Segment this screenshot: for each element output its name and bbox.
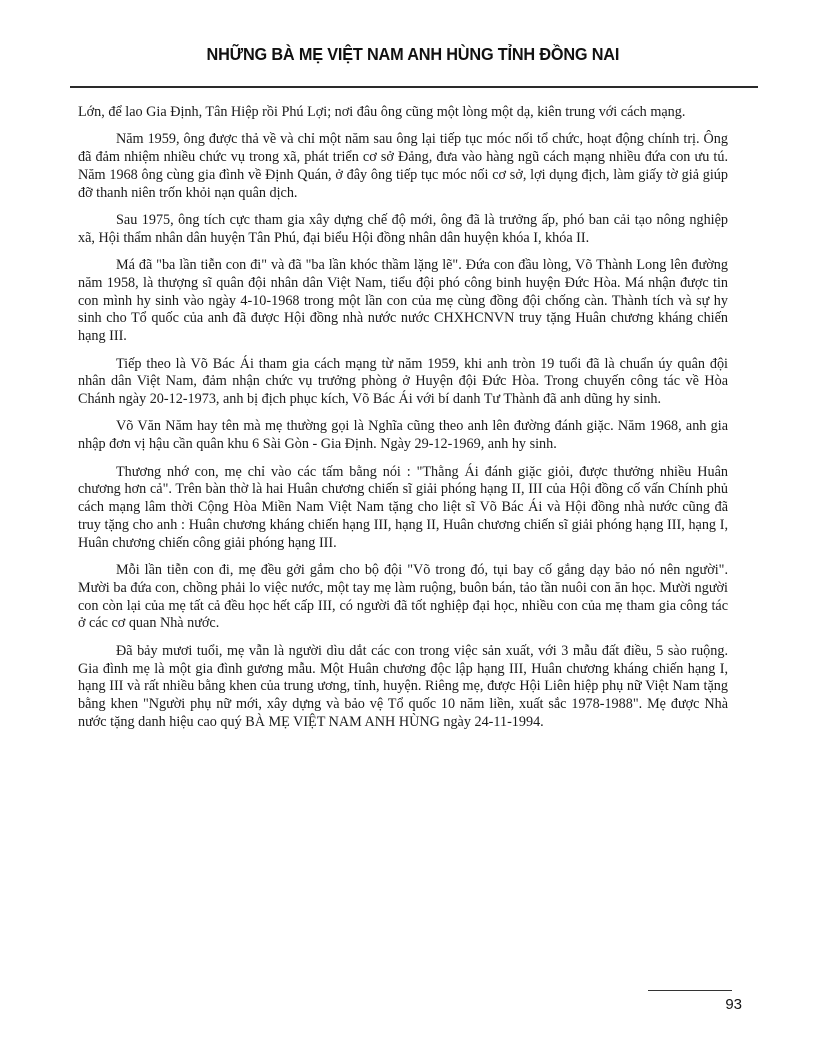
book-title: NHỮNG BÀ MẸ VIỆT NAM ANH HÙNG TỈNH ĐỒNG NAI: [206, 44, 620, 64]
paragraph-1: Lớn, để lao Gia Định, Tân Hiệp rồi Phú Lợi; nơi đâu ông cũng một lòng một dạ, kiên trung với cách mạng.: [78, 104, 686, 120]
running-header: [100, 44, 726, 65]
paragraph-4: Má đã "ba lần tiễn con đi" và đã "ba lần khóc thầm lặng lẽ". Đứa con đầu lòng, Võ Thành Long lên đường năm 1958, là thượng sĩ quân đội nhân dân Việt Nam, tiểu đội phó công binh huyện Đức Hòa. Má nhận được tin con mình hy sinh vào ngày 4-10-1968 trong một lần con của mẹ cùng đồng đội chống càn. Thành tích và sự hy sinh cho Tổ quốc của anh đã được Hội đồng nhà nước nước CHXHCNVN truy tặng Huân chương kháng chiến hạng III.: [78, 257, 728, 345]
body-text: [78, 104, 728, 741]
footer-divider: [648, 990, 732, 991]
paragraph-2: Năm 1959, ông được thả về và chỉ một năm sau ông lại tiếp tục móc nối tổ chức, hoạt động chính trị. Ông đã đảm nhiệm nhiều chức vụ trong xã, phát triển cơ sở Đảng, đưa vào hàng ngũ cách mạng nhiều đứa con ưu tú. Năm 1968 ông cùng gia đình về Định Quán, ở đây ông tiếp tục móc nối cơ sở, lợi dụng địch, làm giấy tờ giả giúp đỡ thanh niên trốn khỏi nạn quân dịch.: [78, 131, 728, 201]
header-divider: [70, 86, 758, 88]
paragraph-5: Tiếp theo là Võ Bác Ái tham gia cách mạng từ năm 1959, khi anh tròn 19 tuổi đã là chuẩn úy quân đội nhân dân Việt Nam, đảm nhận chức vụ trưởng phòng ở Huyện đội Đức Hòa. Trong chuyến công tác về Hòa Chánh ngày 20-12-1973, anh bị địch phục kích, Võ Bác Ái với bí danh Tư Thành đã anh dũng hy sinh.: [78, 355, 728, 408]
paragraph-8: Mỗi lần tiễn con đi, mẹ đều gởi gắm cho bộ đội "Võ trong đó, tụi bay cố gắng dạy bảo nó nên người". Mười ba đứa con, chồng phải lo việc nước, một tay mẹ làm ruộng, buôn bán, tảo tần nuôi con ăn học. Mười người con còn lại của mẹ tất cả đều học hết cấp III, có người đã tốt nghiệp đại học, nhiều con của mẹ tham gia công tác ở các cơ quan Nhà nước.: [78, 562, 728, 632]
paragraph-9: Đã bảy mươi tuổi, mẹ vẫn là người dìu dắt các con trong việc sản xuất, với 3 mẫu đất điều, 5 sào ruộng. Gia đình mẹ là một gia đình gương mẫu. Một Huân chương độc lập hạng III, Huân chương kháng chiến hạng I, hạng III và rất nhiều bằng khen của trung ương, tỉnh, huyện. Riêng mẹ, được Hội Liên hiệp phụ nữ Việt Nam tặng bằng khen "Người phụ nữ mới, xây dựng và bảo vệ Tổ quốc 10 năm liền, xuất sắc 1978-1988". Mẹ được Nhà nước tặng danh hiệu cao quý BÀ MẸ VIỆT NAM ANH HÙNG ngày 24-11-1994.: [78, 642, 728, 730]
paragraph-6: Võ Văn Năm hay tên mà mẹ thường gọi là Nghĩa cũng theo anh lên đường đánh giặc. Năm 1968, anh gia nhập đơn vị hậu cần quân khu 6 Sài Gòn - Gia Định. Ngày 29-12-1969, anh hy sinh.: [78, 418, 728, 453]
page-number: 93: [725, 996, 742, 1013]
paragraph-7: Thương nhớ con, mẹ chỉ vào các tấm bằng nói : "Thằng Ái đánh giặc giỏi, được thưởng nhiều Huân chương hơn cả". Trên bàn thờ là hai Huân chương chiến sĩ giải phóng hạng II, III của Hội đồng cố vấn Chính phủ cách mạng lâm thời Cộng Hòa Miền Nam Việt Nam tặng cho liệt sĩ Võ Bác Ái và Hội đồng nhà nước cũng đã truy tặng cho anh : Huân chương kháng chiến hạng III, hạng II, Huân chương chiến sĩ giải phóng hạng III, hạng I, Huân chương chiến công giải phóng hạng III.: [78, 463, 728, 551]
paragraph-3: Sau 1975, ông tích cực tham gia xây dựng chế độ mới, ông đã là trưởng ấp, phó ban cải tạo nông nghiệp xã, Hội thẩm nhân dân huyện Tân Phú, đại biểu Hội đồng nhân dân huyện khóa I, khóa II.: [78, 211, 728, 246]
